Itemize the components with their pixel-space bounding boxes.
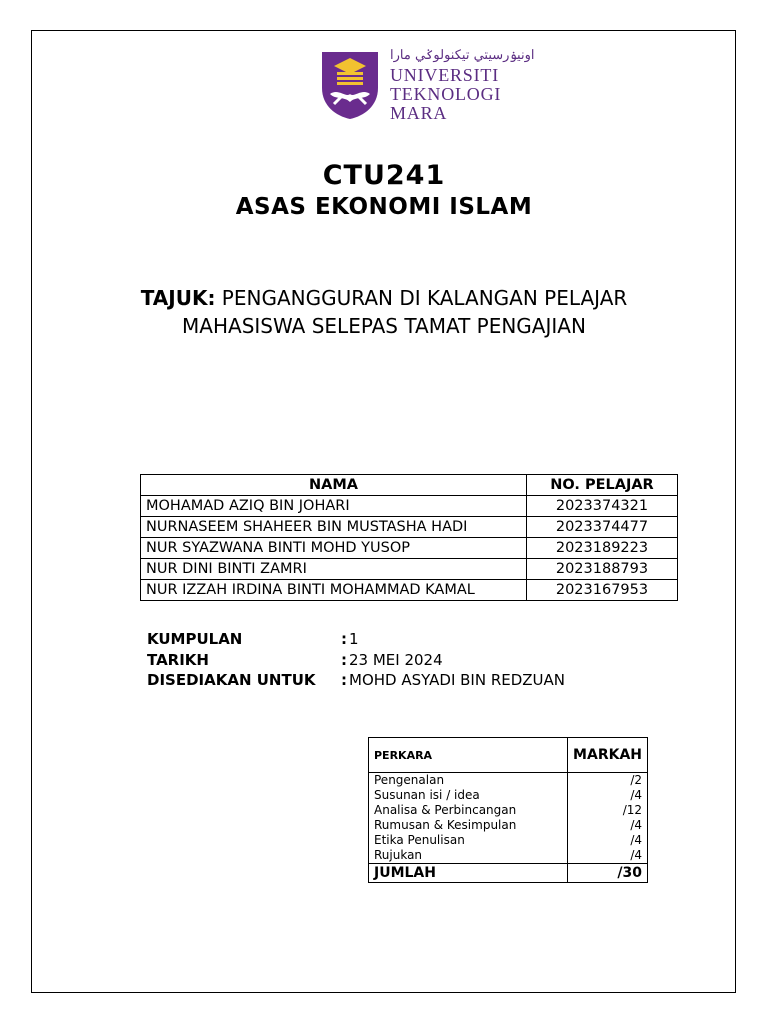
- members-table: [140, 474, 678, 601]
- member-id: 2023189223: [527, 538, 678, 559]
- course-code: CTU241: [322, 160, 446, 191]
- disediakan-value: MOHD ASYADI BIN REDZUAN: [349, 671, 566, 689]
- table-row: [369, 788, 648, 803]
- marks-value: /4: [568, 818, 648, 833]
- table-row: [369, 848, 648, 864]
- header-markah: MARKAH: [568, 738, 648, 773]
- info-block: [147, 629, 565, 691]
- logo-line-mara: MARA: [390, 103, 448, 123]
- tarikh-value: 23 MEI 2024: [349, 650, 443, 669]
- colon: :: [341, 671, 347, 689]
- members-header-row: [141, 475, 678, 496]
- table-row: [141, 559, 678, 580]
- table-row: [141, 538, 678, 559]
- member-id: 2023188793: [527, 559, 678, 580]
- marks-item: Pengenalan: [369, 773, 568, 789]
- header-nama: NAMA: [141, 475, 527, 496]
- logo-line-teknologi: TEKNOLOGI: [390, 84, 502, 104]
- colon: :: [341, 650, 347, 669]
- member-id: 2023374477: [527, 517, 678, 538]
- info-row-kumpulan: [147, 629, 565, 650]
- marks-value: /12: [568, 803, 648, 818]
- report-title: [100, 284, 668, 340]
- member-name: NUR DINI BINTI ZAMRI: [141, 559, 527, 580]
- total-label: JUMLAH: [369, 864, 568, 883]
- marks-header-row: [369, 738, 648, 773]
- marks-item: Rujukan: [369, 848, 568, 864]
- table-row: [369, 833, 648, 848]
- header-perkara: PERKARA: [369, 738, 568, 773]
- logo-line-universiti: UNIVERSITI: [390, 65, 499, 85]
- title-label: TAJUK:: [140, 286, 216, 310]
- table-row: [141, 580, 678, 601]
- total-value: /30: [568, 864, 648, 883]
- member-id: 2023374321: [527, 496, 678, 517]
- kumpulan-label: KUMPULAN: [147, 630, 243, 648]
- uitm-shield-icon: [320, 50, 380, 120]
- marks-item: Etika Penulisan: [369, 833, 568, 848]
- member-name: NUR SYAZWANA BINTI MOHD YUSOP: [141, 538, 527, 559]
- marks-value: /4: [568, 833, 648, 848]
- logo-jawi-text: اونيۏرسيتي تيكنولوݢي مارا: [390, 48, 535, 63]
- title-line-1: PENGANGGURAN DI KALANGAN PELAJAR: [215, 286, 628, 310]
- table-row: [141, 517, 678, 538]
- member-name: MOHAMAD AZIQ BIN JOHARI: [141, 496, 527, 517]
- course-name: ASAS EKONOMI ISLAM: [235, 194, 533, 220]
- tarikh-label: TARIKH: [147, 650, 209, 669]
- member-name: NURNASEEM SHAHEER BIN MUSTASHA HADI: [141, 517, 527, 538]
- marks-item: Analisa & Perbincangan: [369, 803, 568, 818]
- marks-item: Rumusan & Kesimpulan: [369, 818, 568, 833]
- title-line-2: MAHASISWA SELEPAS TAMAT PENGAJIAN: [182, 314, 586, 338]
- marks-value: /4: [568, 848, 648, 864]
- info-row-tarikh: [147, 650, 565, 671]
- info-row-disediakan: [147, 670, 565, 691]
- table-row: [141, 496, 678, 517]
- marks-value: /2: [568, 773, 648, 789]
- uitm-logo: [320, 48, 535, 123]
- marks-item: Susunan isi / idea: [369, 788, 568, 803]
- member-id: 2023167953: [527, 580, 678, 601]
- table-row: [369, 818, 648, 833]
- disediakan-label: DISEDIAKAN UNTUK: [147, 671, 316, 689]
- marks-total-row: [369, 864, 648, 883]
- marks-value: /4: [568, 788, 648, 803]
- marks-table: [368, 737, 648, 883]
- kumpulan-value: 1: [349, 630, 359, 648]
- member-name: NUR IZZAH IRDINA BINTI MOHAMMAD KAMAL: [141, 580, 527, 601]
- header-no-pelajar: NO. PELAJAR: [527, 475, 678, 496]
- table-row: [369, 803, 648, 818]
- colon: :: [341, 630, 347, 648]
- table-row: [369, 773, 648, 789]
